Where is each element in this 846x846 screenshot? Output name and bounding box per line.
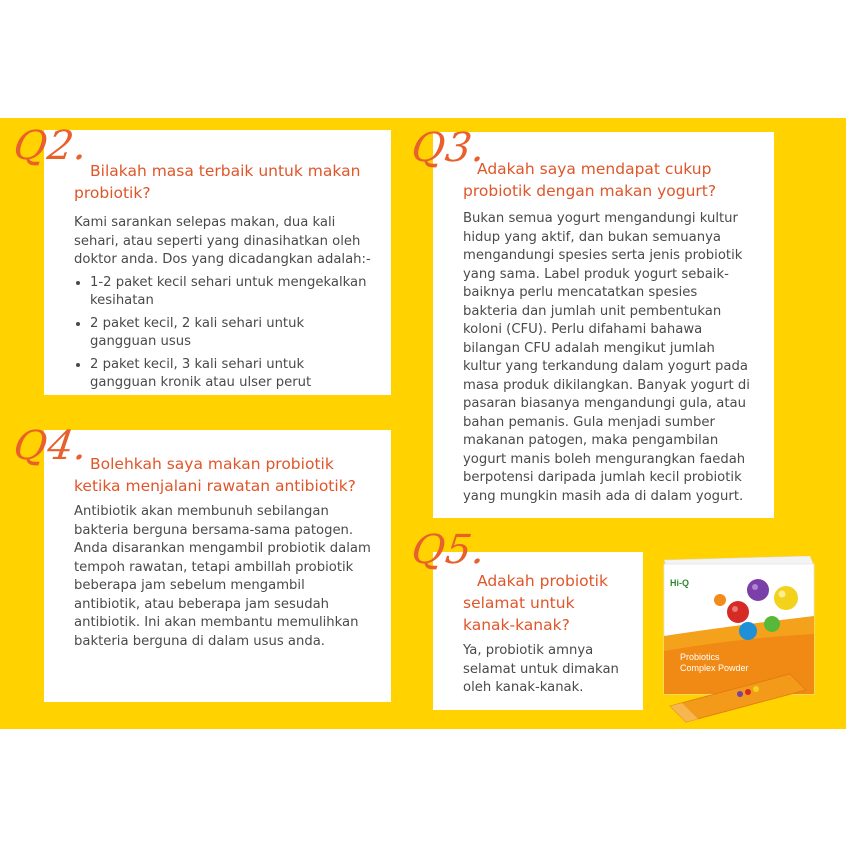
- faq-card-q4: [44, 430, 391, 702]
- product-brand: Hi-Q: [670, 578, 689, 588]
- q4-heading: Bolehkah saya makan probiotik ketika menjalani rawatan antibiotik?: [74, 455, 356, 495]
- q5-label: Q5.: [408, 527, 490, 573]
- q2-heading: Bilakah masa terbaik untuk makan probiotik?: [74, 162, 361, 202]
- q2-dosage-list: [74, 274, 373, 393]
- faq-card-q5: [433, 552, 643, 710]
- q4-label: Q4.: [10, 423, 92, 469]
- q3-heading: Adakah saya mendapat cukup probiotik dengan makan yogurt?: [463, 160, 717, 200]
- q3-body: Bukan semua yogurt mengandungi kultur hidup yang aktif, dan bukan semuanya mengandungi spesies serta jenis probiotik yang sama. Label produk yogurt sebaik-baiknya perlu mencatatkan spesies bakteria dan jumlah unit pembentukan koloni (CFU). Perlu difahami bahawa bilangan CFU adalah mengikut jumlah kultur yang terkandung dalam yogurt pada masa produk dikilangkan. Banyak yogurt di pasaran biasanya mengandungi gula, atau bahan pemanis. Gula menjadi sumber makanan patogen, maka pengambilan yogurt manis boleh mengurangkan faedah berpotensi daripada jumlah kecil probiotik yang mungkin masih ada di dalam yogurt.: [463, 211, 750, 504]
- q5-body: Ya, probiotik amnya selamat untuk dimakan oleh kanak-kanak.: [463, 643, 619, 695]
- faq-card-q3: [433, 132, 774, 518]
- list-item: • 2 paket kecil, 2 kali sehari untuk gangguan usus: [90, 315, 373, 352]
- list-item: • 1-2 paket kecil sehari untuk mengekalkan kesihatan: [90, 274, 373, 311]
- q5-heading: Adakah probiotik selamat untuk kanak-kanak?: [463, 572, 608, 634]
- list-item: • 2 paket kecil, 3 kali sehari untuk gangguan kronik atau ulser perut: [90, 356, 373, 393]
- product-name-line1: Probiotics: [680, 652, 720, 662]
- q2-body: Kami sarankan selepas makan, dua kali sehari, atau seperti yang dinasihatkan oleh doktor anda. Dos yang dicadangkan adalah:-: [74, 215, 371, 267]
- q2-label: Q2.: [10, 123, 92, 169]
- product-box-image: [660, 556, 816, 724]
- product-name-line2: Complex Powder: [680, 663, 749, 673]
- q3-label: Q3.: [408, 125, 490, 171]
- faq-card-q2: [44, 130, 391, 395]
- q4-body: Antibiotik akan membunuh sebilangan bakteria berguna bersama-sama patogen. Anda disarankan mengambil probiotik dalam tempoh rawatan, tetapi ambillah probiotik beberapa jam sebelum mengambil antibiotik, atau beberapa jam sesudah antibiotik. Ini akan membantu memulihkan bakteria berguna di dalam usus anda.: [74, 504, 371, 649]
